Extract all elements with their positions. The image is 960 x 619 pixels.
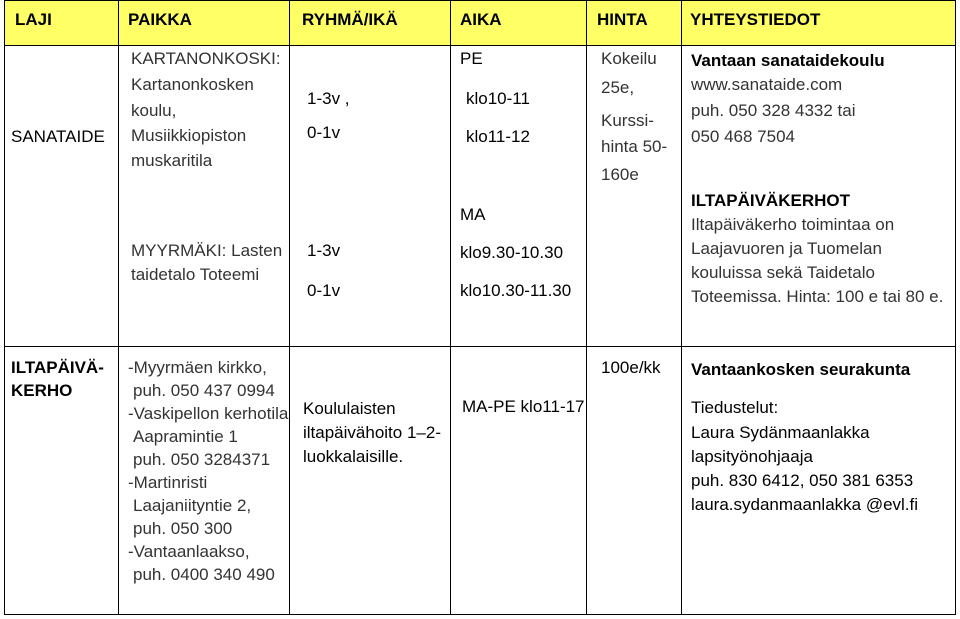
text-line: -Martinristi xyxy=(128,473,208,492)
text-line: klo10-11 xyxy=(466,89,530,108)
text-line: Koululaisten xyxy=(303,399,396,418)
text-line: Kurssi- xyxy=(601,111,654,130)
text-line: KERHO xyxy=(11,381,73,400)
text-line: puh. 050 300 xyxy=(133,519,233,538)
text-line: muskaritila xyxy=(131,151,213,170)
column-divider xyxy=(118,1,119,614)
text-line: hinta 50- xyxy=(601,137,668,156)
section-title: Vantaankosken seurakunta xyxy=(691,360,911,379)
text-line: -Myyrmäen kirkko, xyxy=(128,358,267,377)
text-line: Iltapäiväkerho toimintaa on xyxy=(691,215,895,234)
text-line: 0-1v xyxy=(307,281,341,300)
text-line: 1-3v , xyxy=(307,89,350,108)
text-line: 050 468 7504 xyxy=(691,127,795,146)
text-line: puh. 050 328 4332 tai xyxy=(691,101,856,120)
header-yhteystiedot: YHTEYSTIEDOT xyxy=(690,10,821,29)
text-line: luokkalaisille. xyxy=(303,447,404,466)
text-line: klo9.30-10.30 xyxy=(460,243,564,262)
text-line: Musiikkiopiston xyxy=(131,126,247,145)
column-divider xyxy=(586,1,587,614)
text-line: MYYRMÄKI: Lasten xyxy=(131,241,283,260)
section-title: ILTAPÄIVÄKERHOT xyxy=(691,191,850,210)
website-link[interactable]: www.sanataide.com xyxy=(691,75,843,94)
text-line: Kartanonkosken xyxy=(131,75,254,94)
activities-table xyxy=(4,0,956,615)
text-line: Laajaniityntie 2, xyxy=(133,496,252,515)
row2-aika: MA-PE klo11-17 xyxy=(462,397,585,416)
text-line: klo11-12 xyxy=(466,127,530,146)
text-line: iltapäivähoito 1–2- xyxy=(303,423,441,442)
text-line: Laura Sydänmaanlakka xyxy=(691,423,870,442)
text-line: KARTANONKOSKI: xyxy=(131,49,281,68)
text-line: Laajavuoren ja Tuomelan xyxy=(691,239,882,258)
text-line: -Vantaanlaakso, xyxy=(128,542,250,561)
row2-hinta: 100e/kk xyxy=(601,358,661,377)
text-line: koulu, xyxy=(131,101,177,120)
text-line: 25e, xyxy=(601,78,635,97)
row-divider xyxy=(5,346,955,347)
header-hinta: HINTA xyxy=(597,10,648,29)
text-line: Vantaan sanataidekoulu xyxy=(691,51,885,70)
column-divider xyxy=(450,1,451,614)
text-line: lapsityönohjaaja xyxy=(691,447,813,466)
header-laji: LAJI xyxy=(15,10,52,29)
text-line: puh. 0400 340 490 xyxy=(133,565,275,584)
column-divider xyxy=(681,1,682,614)
row1-laji: SANATAIDE xyxy=(11,127,105,146)
text-line: Toteemissa. Hinta: 100 e tai 80 e. xyxy=(691,287,944,306)
text-line: puh. 050 3284371 xyxy=(133,450,271,469)
header-paikka: PAIKKA xyxy=(128,10,192,29)
text-line: Kokeilu xyxy=(601,49,657,68)
email-link[interactable]: laura.sydanmaanlakka @evl.fi xyxy=(691,495,919,514)
header-aika: AIKA xyxy=(460,10,502,29)
text-line: Tiedustelut: xyxy=(691,398,779,417)
text-line: PE xyxy=(460,49,483,68)
text-line: ILTAPÄIVÄ- xyxy=(11,358,104,377)
text-line: -Vaskipellon kerhotila xyxy=(128,404,289,423)
column-divider xyxy=(289,1,290,614)
text-line: kouluissa sekä Taidetalo xyxy=(691,263,875,282)
text-line: puh. 050 437 0994 xyxy=(133,381,275,400)
text-line: klo10.30-11.30 xyxy=(460,281,572,300)
row-divider xyxy=(5,45,955,46)
text-line: MA xyxy=(460,205,486,224)
text-line: puh. 830 6412, 050 381 6353 xyxy=(691,471,914,490)
text-line: 160e xyxy=(601,165,639,184)
text-line: Aapramintie 1 xyxy=(133,427,238,446)
text-line: 1-3v xyxy=(307,241,341,260)
text-line: taidetalo Toteemi xyxy=(131,265,260,284)
header-ryhma-ika: RYHMÄ/IKÄ xyxy=(302,10,398,29)
text-line: 0-1v xyxy=(307,123,341,142)
